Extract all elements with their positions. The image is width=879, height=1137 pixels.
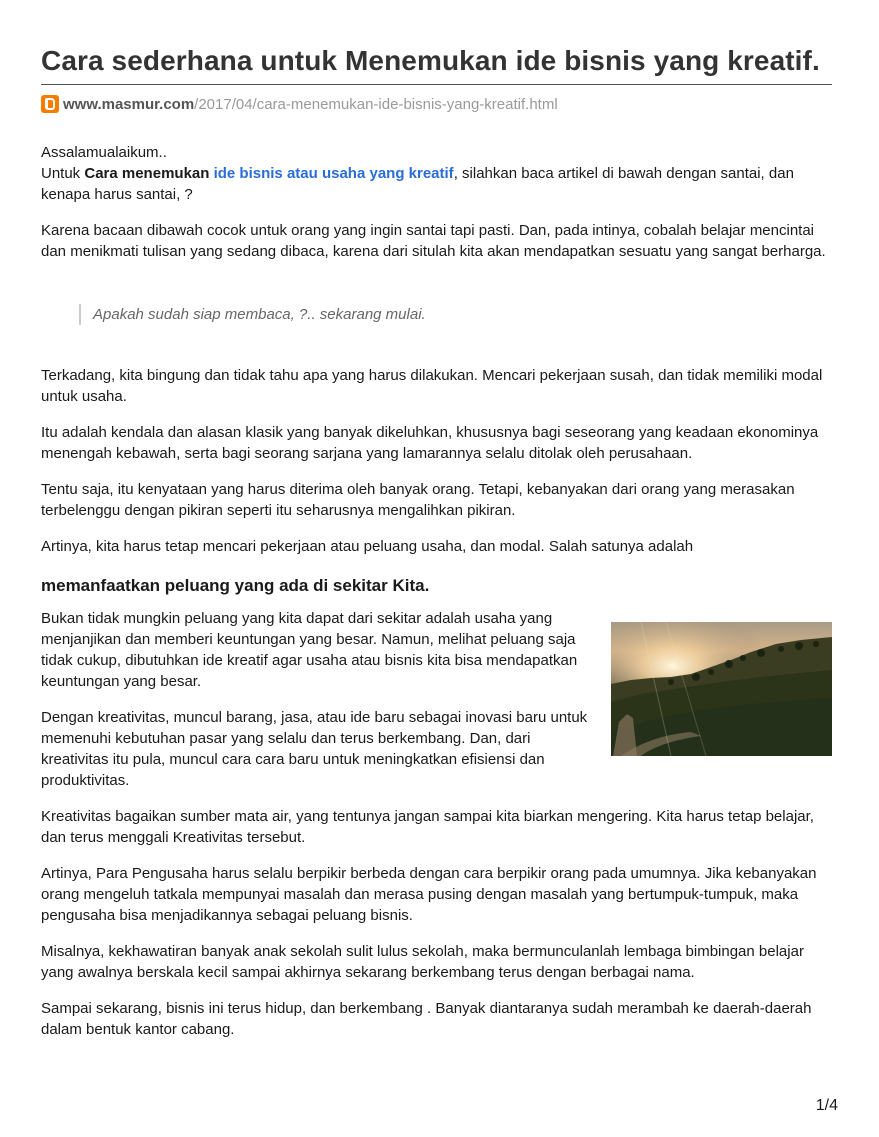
greeting-paragraph <box>41 142 832 205</box>
paragraph-9: Artinya, Para Pengusaha harus selalu berpikir berbeda dengan cara berpikir orang pada umumnya. Jika kebanyakan orang mengeluh tatkala mempunyai masalah dan merasa pusing dengan masalah yang bertumpuk-tumpuk, maka pengusaha bisa menjadikannya sebagai peluang bisnis. <box>41 865 817 924</box>
paragraph-11: Sampai sekarang, bisnis ini terus hidup, dan berkembang . Banyak diantaranya sudah merambah ke daerah-daerah dalam bentuk kantor cabang. <box>41 1000 812 1038</box>
greeting-text: Assalamualaikum.. <box>41 144 167 161</box>
blockquote: Apakah sudah siap membaca, ?.. sekarang mulai. <box>79 304 832 325</box>
title-divider <box>41 84 832 85</box>
source-path[interactable]: /2017/04/cara-menemukan-ide-bisnis-yang-kreatif.html <box>194 95 558 113</box>
article-body <box>41 142 832 1040</box>
paragraph-10: Misalnya, kekhawatiran banyak anak sekolah sulit lulus sekolah, maka bermunculanlah lembaga bimbingan belajar yang awalnya berskala kecil sampai akhirnya sekarang berkembang terus dengan berbagai nama. <box>41 943 804 981</box>
paragraph-8: Kreativitas bagaikan sumber mata air, yang tentunya jangan sampai kita biarkan mengering. Kita harus tetap belajar, dan terus menggali Kreativitas tersebut. <box>41 808 814 846</box>
intro-bold: Cara menemukan <box>84 165 210 182</box>
source-domain[interactable]: www.masmur.com <box>63 95 195 113</box>
section-heading: memanfaatkan peluang yang ada di sekitar Kita. <box>41 576 430 595</box>
article <box>41 0 832 1040</box>
landscape-photo <box>611 622 832 756</box>
landscape-photo-drawing <box>611 622 832 756</box>
paragraph-1: Karena bacaan dibawah cocok untuk orang yang ingin santai tapi pasti. Dan, pada intinya, cobalah belajar mencintai dan menikmati tulisan yang sedang dibaca, karena dari situlah kita akan mendapatkan sesuatu yang sangat berharga. <box>41 222 826 260</box>
float-text-column <box>41 608 591 791</box>
source-line[interactable] <box>41 94 832 114</box>
intro-post: , silahkan baca artikel di bawah dengan santai, dan kenapa harus santai, ? <box>41 165 794 203</box>
intro-link[interactable]: ide bisnis atau usaha yang kreatif <box>213 165 454 182</box>
image-section <box>41 608 832 791</box>
paragraph-2: Terkadang, kita bingung dan tidak tahu apa yang harus dilakukan. Mencari pekerjaan susah, dan tidak memiliki modal untuk usaha. <box>41 367 823 405</box>
article-title: Cara sederhana untuk Menemukan ide bisnis yang kreatif. <box>41 45 820 76</box>
paragraph-7: Dengan kreativitas, muncul barang, jasa, atau ide baru sebagai inovasi baru untuk memenuhi kebutuhan pasar yang selalu dan terus berkembang. Dan, dari kreativitas itu pula, muncul cara cara baru untuk meningkatkan efisiensi dan produktivitas. <box>41 709 588 789</box>
paragraph-3: Itu adalah kendala dan alasan klasik yang banyak dikeluhkan, khususnya bagi seseorang yang keadaan ekonominya menengah kebawah, serta bagi seorang sarjana yang lamarannya selalu ditolak oleh perusahaan. <box>41 424 819 462</box>
paragraph-5: Artinya, kita harus tetap mencari pekerjaan atau peluang usaha, dan modal. Salah satunya adalah <box>41 538 694 555</box>
intro-pre: Untuk <box>41 165 85 182</box>
page-number: 1/4 <box>815 1097 838 1114</box>
paragraph-6: Bukan tidak mungkin peluang yang kita dapat dari sekitar adalah usaha yang menjanjikan dan memberi keuntungan yang besar. Namun, melihat peluang saja tidak cukup, dibutuhkan ide kreatif agar usaha atau bisnis kita bisa mendapatkan keuntungan yang besar. <box>41 610 578 690</box>
blogger-icon <box>41 95 59 113</box>
paragraph-4: Tentu saja, itu kenyataan yang harus diterima oleh banyak orang. Tetapi, kebanyakan dari orang yang merasakan terbelenggu dengan pikiran seperti itu seharusnya mengalihkan pikiran. <box>41 481 795 519</box>
